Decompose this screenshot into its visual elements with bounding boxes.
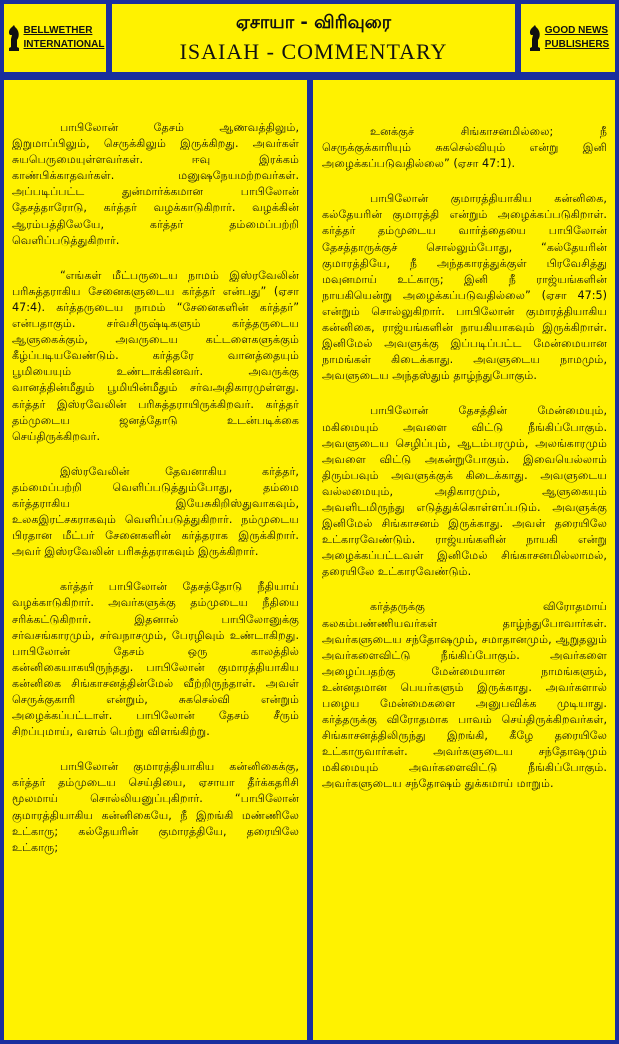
paragraph: இஸ்ரவேலின் தேவனாகிய கர்த்தர், தம்மைப்பற்றி வெளிப்படுத்தும்போது, தம்மை கர்த்தராகிய இயேசுகிறிஸ்துவாகவும், உலகஇரட்சகராகவும் வெளிப்படுத்துகிறார். நம்முடைய பிரதான மீட்பர் சேனைகளின் கர்த்தராக இருக்கிறார். அவர் இஸ்ரவேலின் பரிசுத்தராகவும் இருக்கிறார்.: [12, 464, 299, 559]
title-tamil: ஏசாயா - விரிவுரை: [235, 11, 392, 33]
paragraph: கர்த்தர் பாபிலோன் தேசத்தோடு நீதியாய் வழக்காடுகிறார். அவர்களுக்கு தம்முடைய நீதியை சரிக்கட்டுகிறார். இதனால் பாபிலோனுக்கு சர்வசங்காரமும், சர்வநாசமும், பேரழிவும் உண்டாகிறது. பாபிலோன் தேசம் ஒரு காலத்தில் கன்னிகையாகயிருந்தது. பாபிலோன் குமாரத்தியாகிய கன்னிகை சிங்காசனத்தின்மேல் வீற்றிருந்தாள். அவள் செருக்குகாரி என்றும், சுகசெல்வி என்றும் அழைக்கப்பட்டாள். பாபிலோன் தேசம் சீரும் சிறப்புமாய், வளம் பெற்று விளங்கிற்று.: [12, 580, 299, 739]
logo-right-line1: GOOD NEWS: [544, 25, 609, 36]
chess-knight-icon: [6, 23, 22, 53]
logo-right-line2: PUBLISHERS: [544, 39, 610, 50]
page-header: [2, 2, 617, 74]
bellwether-logo: [2, 2, 108, 74]
paragraph: பாபிலோன் தேசத்தின் மேன்மையும், மகிமையும் அவளை விட்டு நீங்கிப்போகும். அவளுடைய செழிப்பும், ஆடம்பரமும், அலங்காரமும் அவளை விட்டு அகன்றுபோகும். இவையெல்லாம் திரும்பவும் அவளுக்குக் கிடைக்காது. அவளுடைய வல்லமையும், அதிகாரமும், ஆளுகையும் அவளிடமிருந்து எடுத்துக்கொள்ளப்படும். அவளுக்கு இனிமேல் சிங்காசனம் இருக்காது. அவள் தரையிலே உட்காரவேண்டும். ராஜ்யங்களின் நாயகி என்று அழைக்கப்பட்டவள் இனிமேல் சிங்காசனமில்லாமல், தரையிலே உட்காரவேண்டும்.: [322, 404, 607, 579]
paragraph: உனக்குச் சிங்காசனமில்லை; நீ செருக்குக்காரியும் சுகசெல்வியும் என்று இனி அழைக்கப்படுவதில்லை” (ஏசா 47:1).: [322, 125, 607, 171]
paragraph: கர்த்தருக்கு விரோதமாய் கலகம்பண்ணியவர்கள் தாழ்ந்துபோவார்கள். அவர்களுடைய சந்தோஷமும், சமாதானமும், ஆறுதலும் அவர்களைவிட்டு நீங்கிப்போகும். அவர்களை அழைப்பதற்கு மேன்மையான நாமங்களும், உன்னதமான பெயர்களும் இருக்காது. அவர்களால் பழைய மேன்மைகளை அனுபவிக்க முடியாது. கர்த்தருக்கு விரோதமாக பாவம் செய்திருக்கிறவர்கள், சிங்காசனத்திலிருந்து இறங்கி, கீழே தரையிலே உட்காருவார்கள். அவர்களுடைய சந்தோஷமும் மகிமையும் அவர்களைவிட்டு நீங்கிப்போகும். அவர்களுடைய சந்தோஷம் துக்கமாய் மாறும்.: [322, 600, 607, 791]
chess-knight-icon: [527, 23, 543, 53]
good-news-logo: [519, 2, 617, 74]
paragraph: “எங்கள் மீட்பருடைய நாமம் இஸ்ரவேலின் பரிசுத்தராகிய சேனைகளுடைய கர்த்தர் என்பது” (ஏசா 47:4). கர்த்தருடைய நாமம் “சேனைகளின் கர்த்தர்” என்பதாகும். சர்வசிருஷ்டிகளும் கர்த்தருடைய ஆளுகைக்கும், அவருடைய கட்டளைகளுக்கும் கீழ்ப்படியவேண்டும். கர்த்தரே வானத்தையும் பூமியையும் உண்டாக்கினவர். அவருக்கு வானத்தின்மீதும் பூமியின்மீதும் சர்வஅதிகாரமுள்ளது. கர்த்தர் இஸ்ரவேலின் பரிசுத்தராயிருக்கிறவர். கர்த்தர் தம்முடைய ஜனத்தோடு உடன்படிக்கை செய்திருக்கிறவர்.: [12, 268, 299, 443]
right-column: [313, 80, 615, 1040]
logo-left-line2: INTERNATIONAL: [23, 39, 105, 50]
paragraph: பாபிலோன் தேசம் ஆணவத்திலும், இறுமாப்பிலும், செருக்கிலும் இருக்கிறது. அவர்கள் சுயபெருமையுள்ளவர்கள். ஈவு இரக்கம் காண்பிக்காதவர்கள். மனுஷநேயமற்றவர்கள். அப்படிப்பட்ட துன்மார்க்கமான பாபிலோன் தேசத்தாரோடு, கர்த்தர் வழக்காடுகிறார். வழக்கின் ஆரம்பத்திலேயே, கர்த்தர் தம்மைப்பற்றி வெளிப்படுத்துகிறார்.: [12, 121, 299, 247]
logo-left-line1: BELLWETHER: [23, 25, 93, 36]
left-column: [4, 80, 307, 1040]
paragraph: பாபிலோன் குமாரத்தியாகிய கன்னிகைக்கு, கர்த்தர் தம்முடைய செய்தியை, ஏசாயா தீர்க்கதரிசி மூலமாய் சொல்லியனுப்புகிறார். “பாபிலோன் குமாரத்தியாகிய கன்னிகையே, நீ இறங்கி மண்ணிலே உட்காரு; கல்தேயரின் குமாரத்தியே, தரையிலே உட்காரு;: [12, 760, 299, 854]
title-english: ISAIAH - COMMENTARY: [179, 38, 448, 64]
paragraph: பாபிலோன் குமாரத்தியாகிய கன்னிகை, கல்தேயரின் குமாரத்தி என்றும் அழைக்கப்படுகிறாள். கர்த்தர் தம்முடைய வார்த்தையை பாபிலோன் தேசத்தாருக்குச் சொல்லும்போது, “கல்தேயரின் குமாரத்தியே, நீ அந்தகாரத்துக்குள் பிரவேசித்து மவுனமாய் உட்காரு; இனி நீ ராஜ்யங்களின் நாயகியென்று அழைக்கப்படுவதில்லை” (ஏசா 47:5) என்றும் சொல்லுகிறார். பாபிலோன் குமாரத்தியாகிய கன்னிகை, ராஜ்யங்களின் நாயகியாகவும் இருக்கிறாள். இனிமேல் அவளுக்கு இப்படிப்பட்ட மேன்மையான நாமங்கள் கிடைக்காது. அவளுடைய நாமமும், அவளுடைய அந்தஸ்தும் தாழ்ந்துபோகும்.: [322, 192, 607, 383]
title-box: [110, 2, 517, 74]
